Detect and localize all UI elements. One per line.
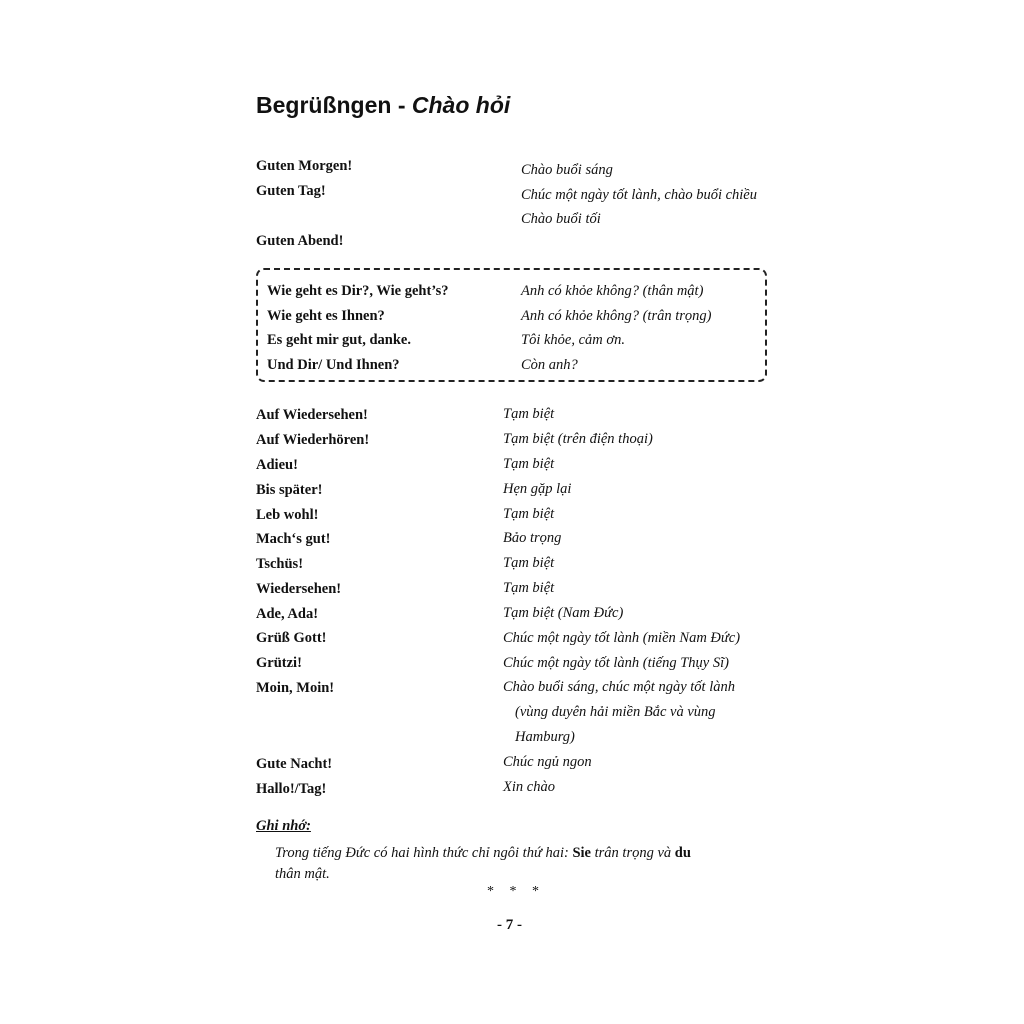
phrase-de: Moin, Moin! (256, 680, 335, 696)
phrase-vi: Anh có khỏe không? (thân mật) (521, 283, 704, 299)
phrase-vi: Còn anh? (521, 357, 578, 373)
note-term-du: du (674, 845, 691, 861)
phrase-de: Auf Wiedersehen! (256, 407, 368, 423)
phrase-de: Wie geht es Ihnen? (267, 308, 385, 324)
phrase-de: Grüß Gott! (256, 630, 327, 646)
phrase-vi: (vùng duyên hải miền Bắc và vùng (515, 704, 716, 720)
phrase-vi: Tạm biệt (503, 506, 555, 522)
phrase-vi: Xin chào (503, 779, 555, 795)
phrase-de: Ade, Ada! (256, 606, 319, 622)
phrase-de: Und Dir/ Und Ihnen? (267, 357, 400, 373)
phrase-de: Adieu! (256, 457, 298, 473)
phrase-vi: Chúc ngủ ngon (503, 754, 592, 770)
page-number: - 7 - (497, 917, 522, 933)
note-body (275, 843, 755, 885)
note-term-sie: Sie (572, 845, 591, 861)
page-title (256, 92, 510, 119)
phrase-vi: Chào buổi tối (521, 211, 601, 227)
note-text: thân mật. (275, 866, 330, 882)
phrase-vi: Tạm biệt (503, 580, 555, 596)
title-vietnamese: Chào hỏi (411, 92, 511, 118)
note-heading: Ghi nhớ: (256, 818, 311, 834)
phrase-vi: Bảo trọng (503, 530, 562, 546)
phrase-de: Guten Abend! (256, 233, 344, 249)
phrase-de: Mach‘s gut! (256, 531, 331, 547)
phrase-de: Guten Tag! (256, 183, 326, 199)
phrase-vi: Hẹn gặp lại (503, 481, 572, 497)
phrase-vi: Anh có khỏe không? (trân trọng) (521, 308, 712, 324)
phrase-vi: Tạm biệt (503, 456, 555, 472)
phrase-vi: Hamburg) (515, 729, 575, 745)
phrase-vi: Tạm biệt (Nam Đức) (503, 605, 624, 621)
phrase-de: Gute Nacht! (256, 756, 333, 772)
phrase-vi: Chào buổi sáng (521, 162, 613, 178)
phrase-vi: Chúc một ngày tốt lành, chào buổi chiều (521, 187, 757, 203)
phrase-vi: Chúc một ngày tốt lành (tiếng Thụy Sĩ) (503, 655, 729, 671)
note-text: Trong tiếng Đức có hai hình thức chỉ ngôi thứ hai: (275, 845, 573, 861)
phrase-de: Auf Wiederhören! (256, 432, 370, 448)
title-german: Begrüßngen - (256, 92, 412, 118)
note-text: trân trọng và (591, 845, 675, 861)
phrase-vi: Tôi khỏe, cảm ơn. (521, 332, 625, 348)
section-separator: * * * (487, 884, 545, 899)
phrase-de: Leb wohl! (256, 507, 319, 523)
phrase-de: Tschüs! (256, 556, 304, 572)
phrase-de: Wiedersehen! (256, 581, 342, 597)
phrase-vi: Tạm biệt (503, 406, 555, 422)
phrase-vi: Tạm biệt (trên điện thoại) (503, 431, 653, 447)
phrase-de: Grützi! (256, 655, 302, 671)
phrase-de: Wie geht es Dir?, Wie geht’s? (267, 283, 449, 299)
phrase-de: Es geht mir gut, danke. (267, 332, 411, 348)
phrase-de: Bis später! (256, 482, 323, 498)
phrase-de: Hallo!/Tag! (256, 781, 327, 797)
phrase-de: Guten Morgen! (256, 158, 353, 174)
phrase-vi: Chúc một ngày tốt lành (miền Nam Đức) (503, 630, 741, 646)
phrase-vi: Chào buổi sáng, chúc một ngày tốt lành (503, 679, 735, 695)
phrase-vi: Tạm biệt (503, 555, 555, 571)
